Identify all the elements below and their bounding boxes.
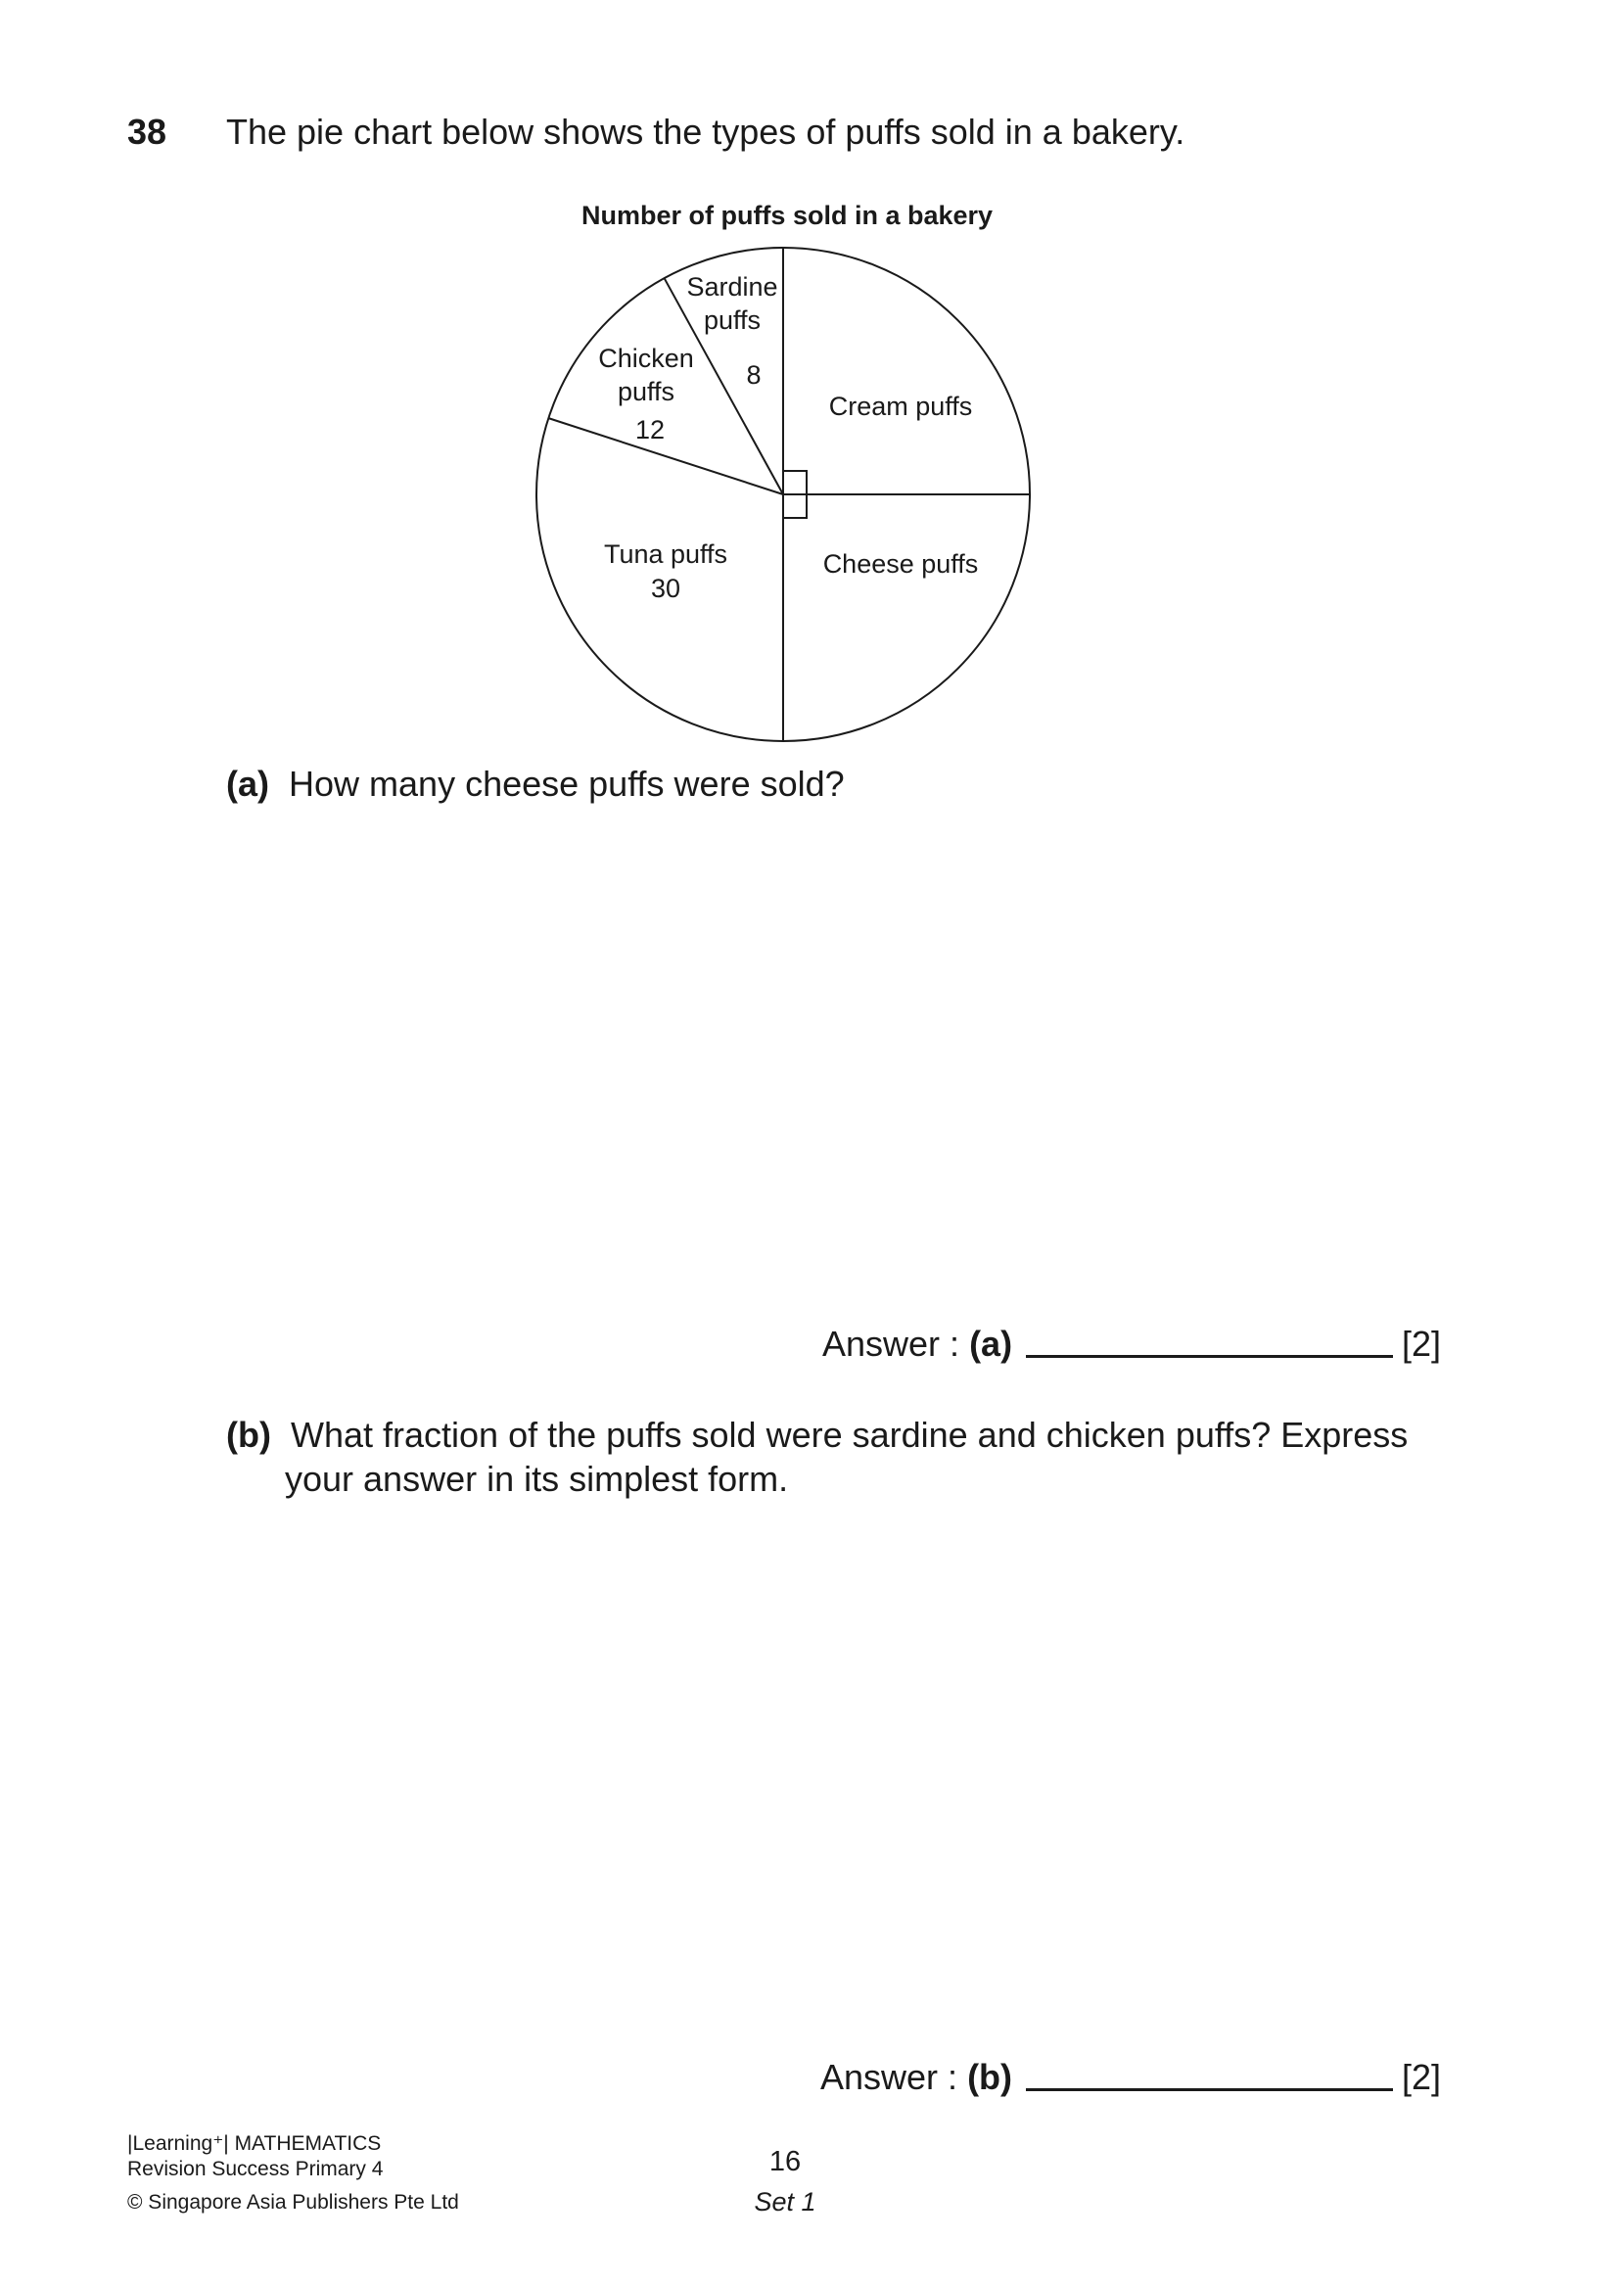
question-number: 38 bbox=[127, 112, 167, 152]
slice-label: Sardine bbox=[686, 272, 778, 302]
marks-b: [2] bbox=[1402, 2057, 1442, 2097]
answer-prefix: Answer : bbox=[820, 2057, 958, 2097]
slice-label: Cream puffs bbox=[828, 392, 973, 421]
marks-a: [2] bbox=[1402, 1324, 1442, 1364]
slice-label: puffs bbox=[703, 305, 762, 335]
part-b-question bbox=[226, 1415, 1408, 1456]
footer-book: Revision Success Primary 4 bbox=[127, 2158, 384, 2180]
answer-b-label bbox=[820, 2057, 1012, 2098]
slice-value-label: 12 bbox=[634, 415, 666, 444]
part-a-question bbox=[226, 764, 845, 805]
page-number: 16 bbox=[768, 2146, 802, 2177]
chart-title: Number of puffs sold in a bakery bbox=[580, 201, 994, 230]
question-text: The pie chart below shows the types of puffs sold in a bakery. bbox=[226, 112, 1185, 152]
part-a-label: (a) bbox=[226, 764, 269, 804]
slice-value-label: 30 bbox=[650, 574, 681, 603]
part-b-text-line1: What fraction of the puffs sold were sardine and chicken puffs? Express bbox=[290, 1415, 1409, 1455]
slice-label: Cheese puffs bbox=[822, 549, 979, 579]
part-b-label: (b) bbox=[226, 1415, 271, 1455]
pie-chart bbox=[0, 0, 1624, 783]
slice-label: Tuna puffs bbox=[603, 539, 728, 569]
answer-b-line[interactable] bbox=[1026, 2055, 1393, 2091]
slice-label: puffs bbox=[617, 377, 675, 406]
answer-a-line[interactable] bbox=[1026, 1322, 1393, 1358]
part-b-text-line2: your answer in its simplest form. bbox=[285, 1459, 789, 1499]
set-label: Set 1 bbox=[754, 2187, 816, 2216]
footer-copyright: © Singapore Asia Publishers Pte Ltd bbox=[127, 2191, 459, 2214]
slice-value-label: 8 bbox=[746, 360, 762, 390]
part-a-text: How many cheese puffs were sold? bbox=[289, 764, 845, 804]
slice-label: Chicken bbox=[598, 344, 694, 373]
answer-part-label: (b) bbox=[967, 2057, 1013, 2097]
answer-prefix: Answer : bbox=[822, 1324, 960, 1364]
answer-part-label: (a) bbox=[969, 1324, 1013, 1364]
answer-a-label bbox=[822, 1324, 1012, 1365]
footer-series: |Learning⁺| MATHEMATICS bbox=[127, 2132, 382, 2155]
